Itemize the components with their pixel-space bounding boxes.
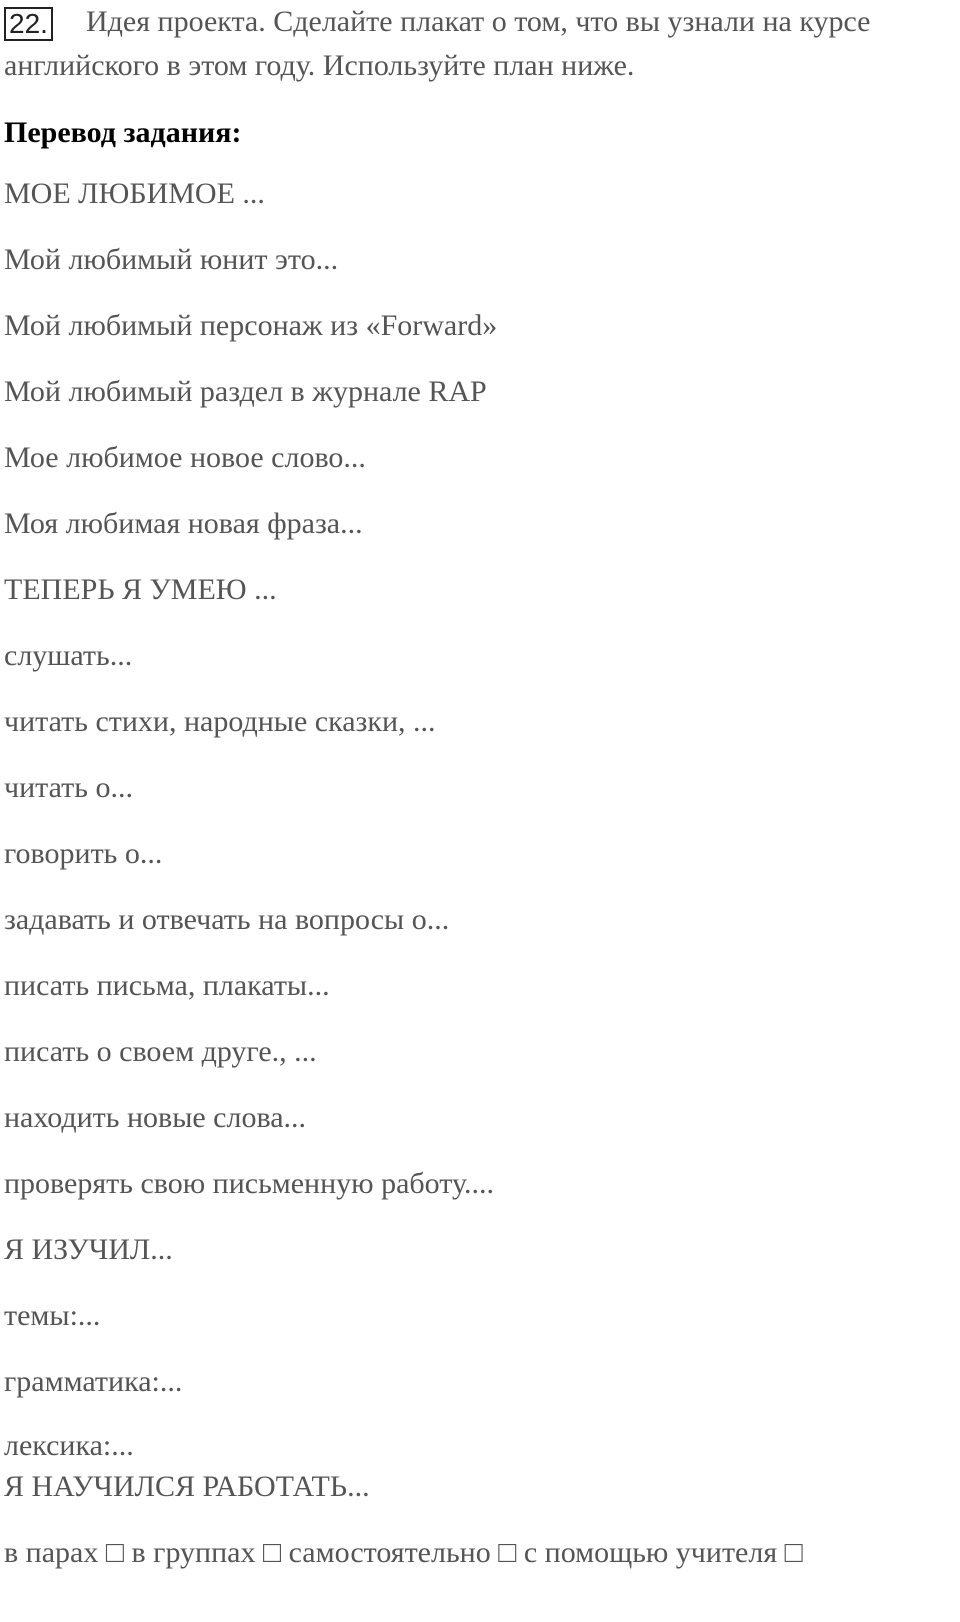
- plan-item-new-word: Мое любимое новое слово...: [4, 441, 366, 474]
- task-text-line-2: английского в этом году. Используйте план ниже.: [4, 49, 635, 82]
- plan-item-listen: слушать...: [4, 639, 133, 672]
- plan-item-write-friend: писать о своем друге., ...: [4, 1035, 317, 1068]
- plan-item-questions: задавать и отвечать на вопросы о...: [4, 903, 450, 936]
- plan-item-work-modes: в парах □ в группах □ самостоятельно □ с помощью учителя □: [4, 1536, 803, 1569]
- plan-item-grammar: грамматика:...: [4, 1365, 183, 1398]
- plan-item-new-phrase: Моя любимая новая фраза...: [4, 507, 363, 540]
- task-number: 22.: [4, 7, 53, 41]
- plan-item-vocabulary: лексика:...: [4, 1429, 134, 1462]
- plan-item-now-i-can: ТЕПЕРЬ Я УМЕЮ ...: [4, 573, 277, 606]
- plan-item-favourite: МОЕ ЛЮБИМОЕ ...: [4, 177, 265, 210]
- plan-item-read-about: читать о...: [4, 771, 133, 804]
- plan-item-check-work: проверять свою письменную работу....: [4, 1167, 494, 1200]
- plan-item-magazine: Мой любимый раздел в журнале RAP: [4, 375, 487, 408]
- plan-item-read-poems: читать стихи, народные сказки, ...: [4, 705, 436, 738]
- plan-item-find-words: находить новые слова...: [4, 1101, 307, 1134]
- plan-item-character: Мой любимый персонаж из «Forward»: [4, 309, 498, 342]
- plan-item-write-letters: писать письма, плакаты...: [4, 969, 330, 1002]
- plan-item-learned-to-work: Я НАУЧИЛСЯ РАБОТАТЬ...: [4, 1470, 370, 1503]
- plan-item-talk-about: говорить о...: [4, 837, 163, 870]
- plan-item-unit: Мой любимый юнит это...: [4, 243, 339, 276]
- translation-heading: Перевод задания:: [4, 116, 242, 149]
- plan-item-topics: темы:...: [4, 1299, 101, 1332]
- plan-item-i-learned: Я ИЗУЧИЛ...: [4, 1233, 173, 1266]
- task-text-line-1: Идея проекта. Сделайте плакат о том, что вы узнали на курсе: [86, 5, 871, 38]
